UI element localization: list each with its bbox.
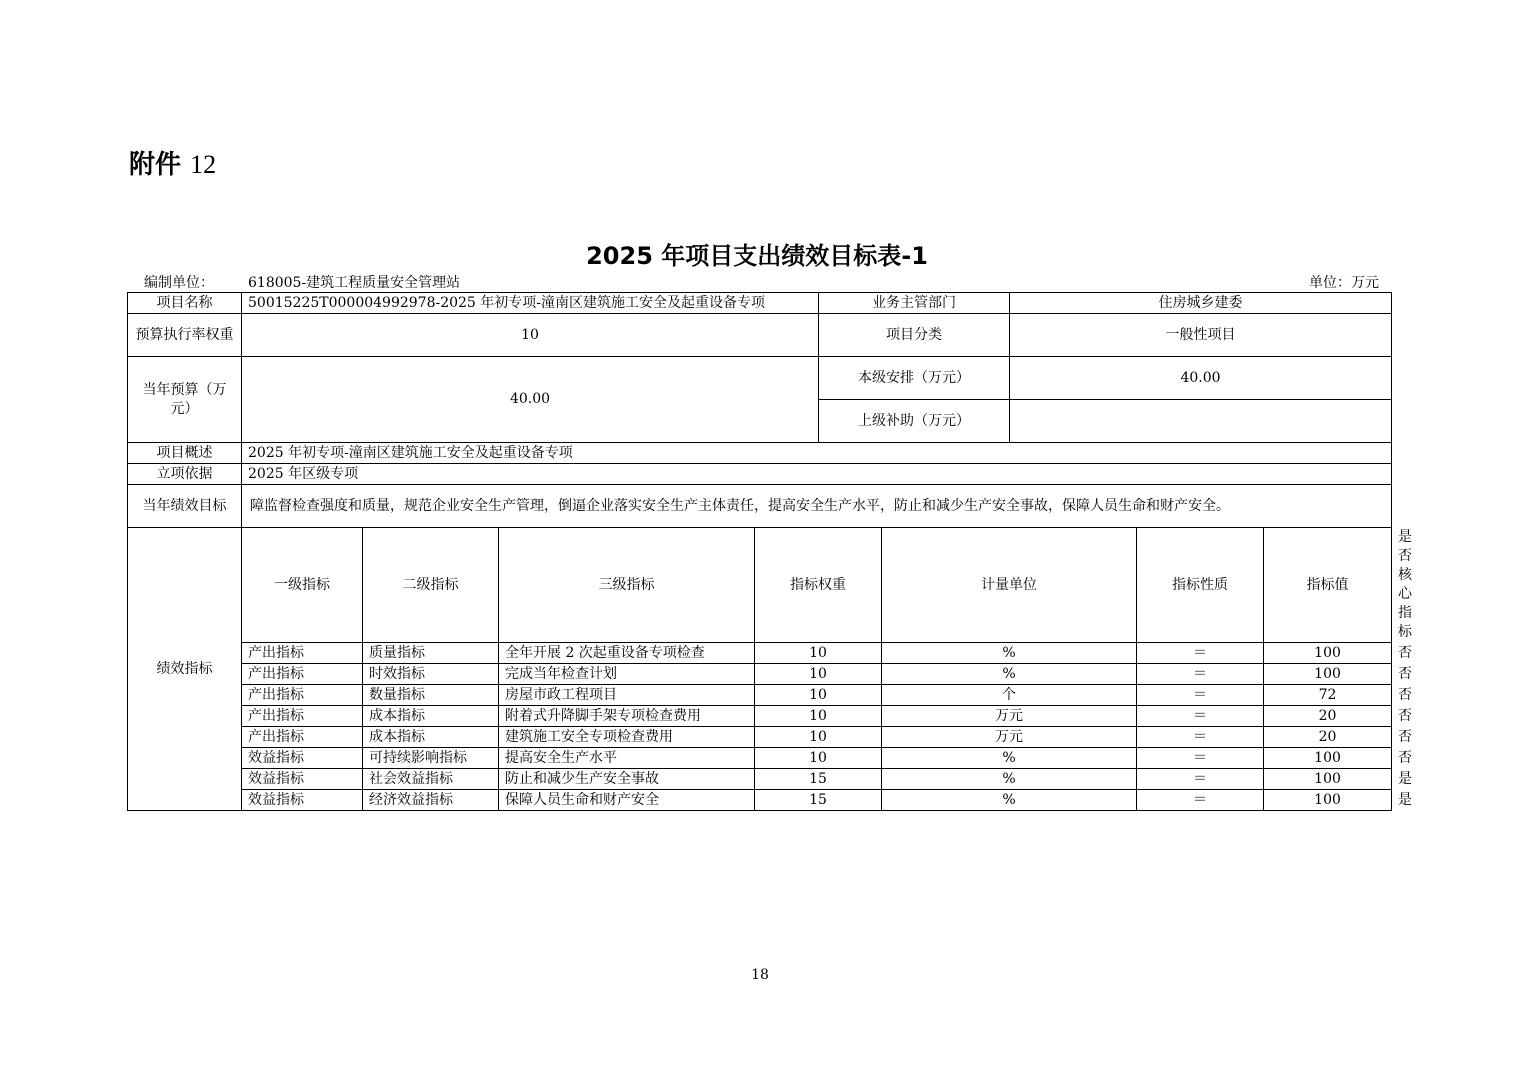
overview-value: 2025 年初专项-潼南区建筑施工安全及起重设备专项 [242,443,1392,464]
dept-value: 住房城乡建委 [1010,293,1392,314]
level3-cell: 完成当年检查计划 [499,664,755,685]
level2-cell: 质量指标 [363,643,499,664]
weight-value: 10 [242,314,819,357]
table-row: 产出指标 成本指标 建筑施工安全专项检查费用 10 万元 ＝ 20 否 [128,727,1392,748]
nature-cell: ＝ [1137,769,1264,790]
attachment-label-text: 附件 [129,150,182,180]
value-cell: 100 [1264,643,1392,664]
row-project-name [128,293,1392,314]
org-line [144,272,460,292]
unit-cell: % [882,643,1137,664]
level1-cell: 产出指标 [242,706,363,727]
level1-cell: 产出指标 [242,664,363,685]
value-cell: 100 [1264,790,1392,811]
weight-cell: 10 [755,727,882,748]
level1-cell: 效益指标 [242,748,363,769]
org-label: 编制单位： [144,275,214,291]
weight-cell: 10 [755,643,882,664]
row-overview [128,443,1392,464]
column-header: 一级指标 [242,528,363,643]
level3-cell: 附着式升降脚手架专项检查费用 [499,706,755,727]
level1-cell: 产出指标 [242,727,363,748]
unit-cell: % [882,790,1137,811]
attachment-number: 12 [190,150,217,179]
column-header: 三级指标 [499,528,755,643]
level1-cell: 效益指标 [242,769,363,790]
weight-cell: 10 [755,664,882,685]
weight-cell: 10 [755,685,882,706]
local-value: 40.00 [1010,357,1392,400]
row-goal [128,485,1392,528]
unit-cell: % [882,769,1137,790]
page-title: 2025 年项目支出绩效目标表-1 [586,242,928,270]
upper-label: 上级补助（万元） [819,400,1010,443]
level2-cell: 时效指标 [363,664,499,685]
project-name-label: 项目名称 [128,293,242,314]
budget-label: 当年预算（万元） [128,357,242,443]
attachment-label [129,144,216,181]
basis-label: 立项依据 [128,464,242,485]
weight-cell: 10 [755,748,882,769]
value-cell: 20 [1264,727,1392,748]
value-cell: 100 [1264,748,1392,769]
level2-cell: 成本指标 [363,727,499,748]
weight-cell: 10 [755,706,882,727]
org-value: 618005-建筑工程质量安全管理站 [248,275,461,291]
local-label: 本级安排（万元） [819,357,1010,400]
unit-cell: % [882,664,1137,685]
level1-cell: 产出指标 [242,643,363,664]
weight-cell: 15 [755,790,882,811]
value-cell: 20 [1264,706,1392,727]
nature-cell: ＝ [1137,727,1264,748]
goal-value: 障监督检查强度和质量，规范企业安全生产管理，倒逼企业落实安全生产主体责任，提高安全生产水平，防止和减少生产安全事故，保障人员生命和财产安全。 [242,485,1392,528]
nature-cell: ＝ [1137,706,1264,727]
table-row: 效益指标 社会效益指标 防止和减少生产安全事故 15 % ＝ 100 是 [128,769,1392,790]
column-header: 指标性质 [1137,528,1264,643]
level3-cell: 全年开展 2 次起重设备专项检查 [499,643,755,664]
weight-cell: 15 [755,769,882,790]
dept-label: 业务主管部门 [819,293,1010,314]
column-header: 计量单位 [882,528,1137,643]
value-cell: 100 [1264,769,1392,790]
unit-cell: 个 [882,685,1137,706]
level2-cell: 可持续影响指标 [363,748,499,769]
unit-cell: 万元 [882,727,1137,748]
weight-label: 预算执行率权重 [128,314,242,357]
nature-cell: ＝ [1137,664,1264,685]
level2-cell: 社会效益指标 [363,769,499,790]
upper-value [1010,400,1392,443]
table-row: 效益指标 可持续影响指标 提高安全生产水平 10 % ＝ 100 否 [128,748,1392,769]
table-row: 产出指标 质量指标 全年开展 2 次起重设备专项检查 10 % ＝ 100 否 [128,643,1392,664]
column-header: 指标值 [1264,528,1392,643]
row-weight [128,314,1392,357]
table-row: 产出指标 数量指标 房屋市政工程项目 10 个 ＝ 72 否 [128,685,1392,706]
category-value: 一般性项目 [1010,314,1392,357]
table-row: 效益指标 经济效益指标 保障人员生命和财产安全 15 % ＝ 100 是 [128,790,1392,811]
performance-table [127,292,1413,811]
basis-value: 2025 年区级专项 [242,464,1392,485]
unit-label: 单位：万元 [1309,275,1379,291]
project-name-value: 50015225T000004992978-2025 年初专项-潼南区建筑施工安全及起重设备专项 [242,293,819,314]
category-label: 项目分类 [819,314,1010,357]
budget-value: 40.00 [242,357,819,443]
nature-cell: ＝ [1137,790,1264,811]
level3-cell: 提高安全生产水平 [499,748,755,769]
value-cell: 100 [1264,664,1392,685]
level3-cell: 房屋市政工程项目 [499,685,755,706]
level1-cell: 产出指标 [242,685,363,706]
indicator-header-row: 绩效指标 一级指标 二级指标 三级指标 指标权重 计量单位 指标性质 指标值 是否核心指标 [128,528,1392,643]
level2-cell: 成本指标 [363,706,499,727]
indicator-section-label: 绩效指标 [128,528,242,811]
level3-cell: 防止和减少生产安全事故 [499,769,755,790]
overview-label: 项目概述 [128,443,242,464]
row-budget [128,357,1392,400]
table-row: 产出指标 成本指标 附着式升降脚手架专项检查费用 10 万元 ＝ 20 否 [128,706,1392,727]
level3-cell: 保障人员生命和财产安全 [499,790,755,811]
column-header: 指标权重 [755,528,882,643]
level3-cell: 建筑施工安全专项检查费用 [499,727,755,748]
column-header: 二级指标 [363,528,499,643]
table-row: 产出指标 时效指标 完成当年检查计划 10 % ＝ 100 否 [128,664,1392,685]
value-cell: 72 [1264,685,1392,706]
nature-cell: ＝ [1137,643,1264,664]
unit-cell: % [882,748,1137,769]
unit-cell: 万元 [882,706,1137,727]
goal-label: 当年绩效目标 [128,485,242,528]
nature-cell: ＝ [1137,748,1264,769]
level1-cell: 效益指标 [242,790,363,811]
nature-cell: ＝ [1137,685,1264,706]
page-number: 18 [751,967,769,983]
level2-cell: 经济效益指标 [363,790,499,811]
level2-cell: 数量指标 [363,685,499,706]
row-basis [128,464,1392,485]
